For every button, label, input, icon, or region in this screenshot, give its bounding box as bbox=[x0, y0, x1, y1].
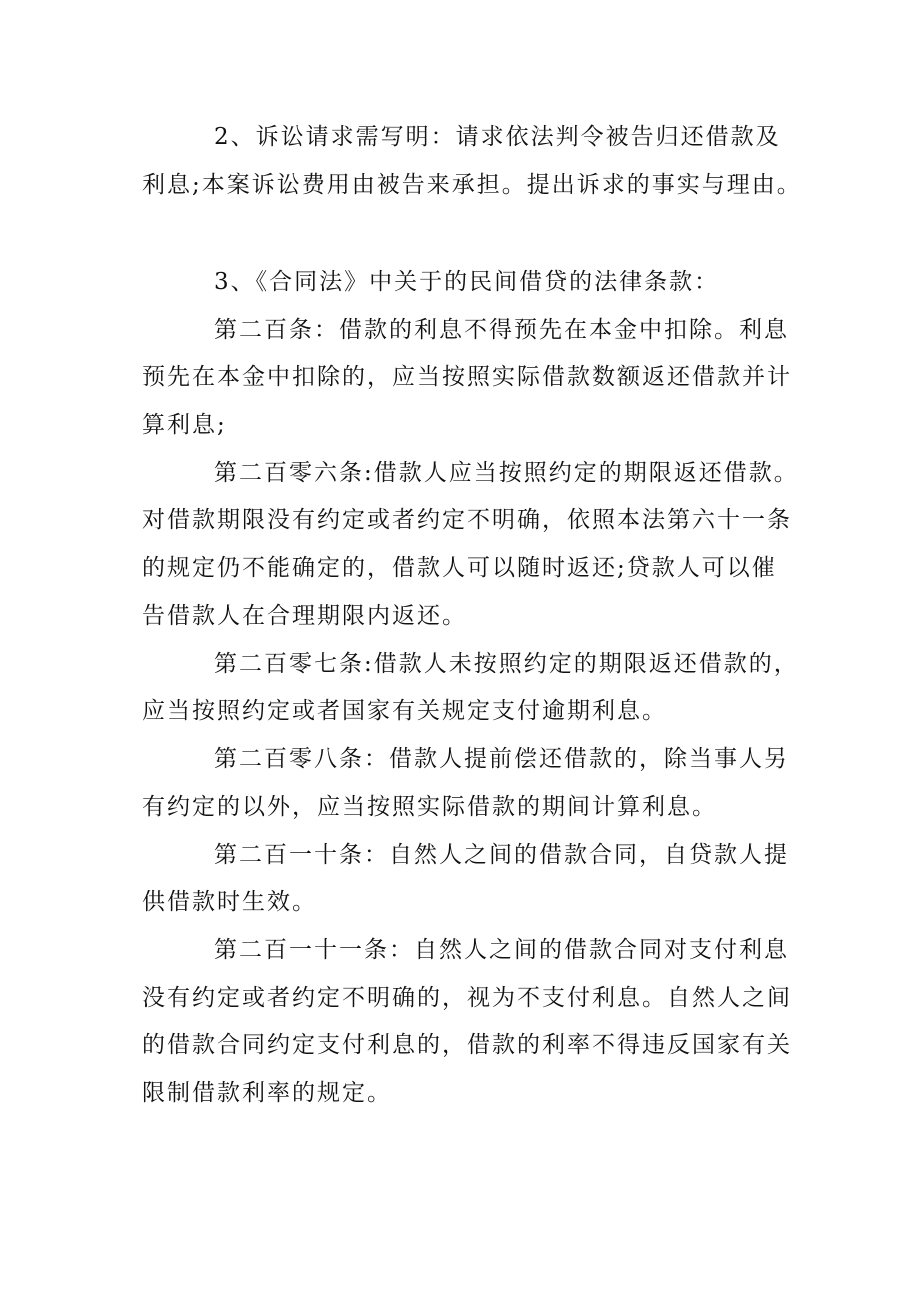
paragraph-line: 预先在本金中扣除的，应当按照实际借款数额返还借款并计 bbox=[142, 364, 792, 390]
paragraph-line: 的借款合同约定支付利息的，借款的利率不得违反国家有关 bbox=[142, 1032, 792, 1058]
paragraph-line: 有约定的以外，应当按照实际借款的期间计算利息。 bbox=[142, 794, 717, 820]
paragraph-line: 第二百一十条：自然人之间的借款合同，自贷款人提 bbox=[214, 842, 789, 868]
paragraph-line: 3、《合同法》中关于的民间借贷的法律条款： bbox=[214, 269, 720, 295]
paragraph-line: 的规定仍不能确定的，借款人可以随时返还;贷款人可以催 bbox=[142, 555, 777, 581]
paragraph-line: 第二百零六条:借款人应当按照约定的期限返还借款。 bbox=[214, 460, 799, 486]
paragraph-line: 对借款期限没有约定或者约定不明确，依照本法第六十一条 bbox=[142, 507, 792, 533]
paragraph-line: 限制借款利率的规定。 bbox=[142, 1080, 392, 1106]
paragraph-line: 算利息; bbox=[142, 412, 227, 438]
paragraph-line: 第二百条：借款的利息不得预先在本金中扣除。利息 bbox=[214, 317, 789, 343]
paragraph-line: 第二百零八条：借款人提前偿还借款的，除当事人另 bbox=[214, 746, 789, 772]
paragraph-line: 没有约定或者约定不明确的，视为不支付利息。自然人之间 bbox=[142, 985, 792, 1011]
paragraph-line: 告借款人在合理期限内返还。 bbox=[142, 603, 467, 629]
paragraph-line: 供借款时生效。 bbox=[142, 889, 317, 915]
paragraph-line: 2、诉讼请求需写明：请求依法判令被告归还借款及 bbox=[214, 124, 781, 150]
paragraph-line: 第二百零七条:借款人未按照约定的期限返还借款的， bbox=[214, 651, 799, 677]
paragraph-line: 第二百一十一条：自然人之间的借款合同对支付利息 bbox=[214, 937, 789, 963]
paragraph-line: 利息;本案诉讼费用由被告来承担。提出诉求的事实与理由。 bbox=[142, 172, 802, 198]
paragraph-line: 应当按照约定或者国家有关规定支付逾期利息。 bbox=[142, 698, 667, 724]
